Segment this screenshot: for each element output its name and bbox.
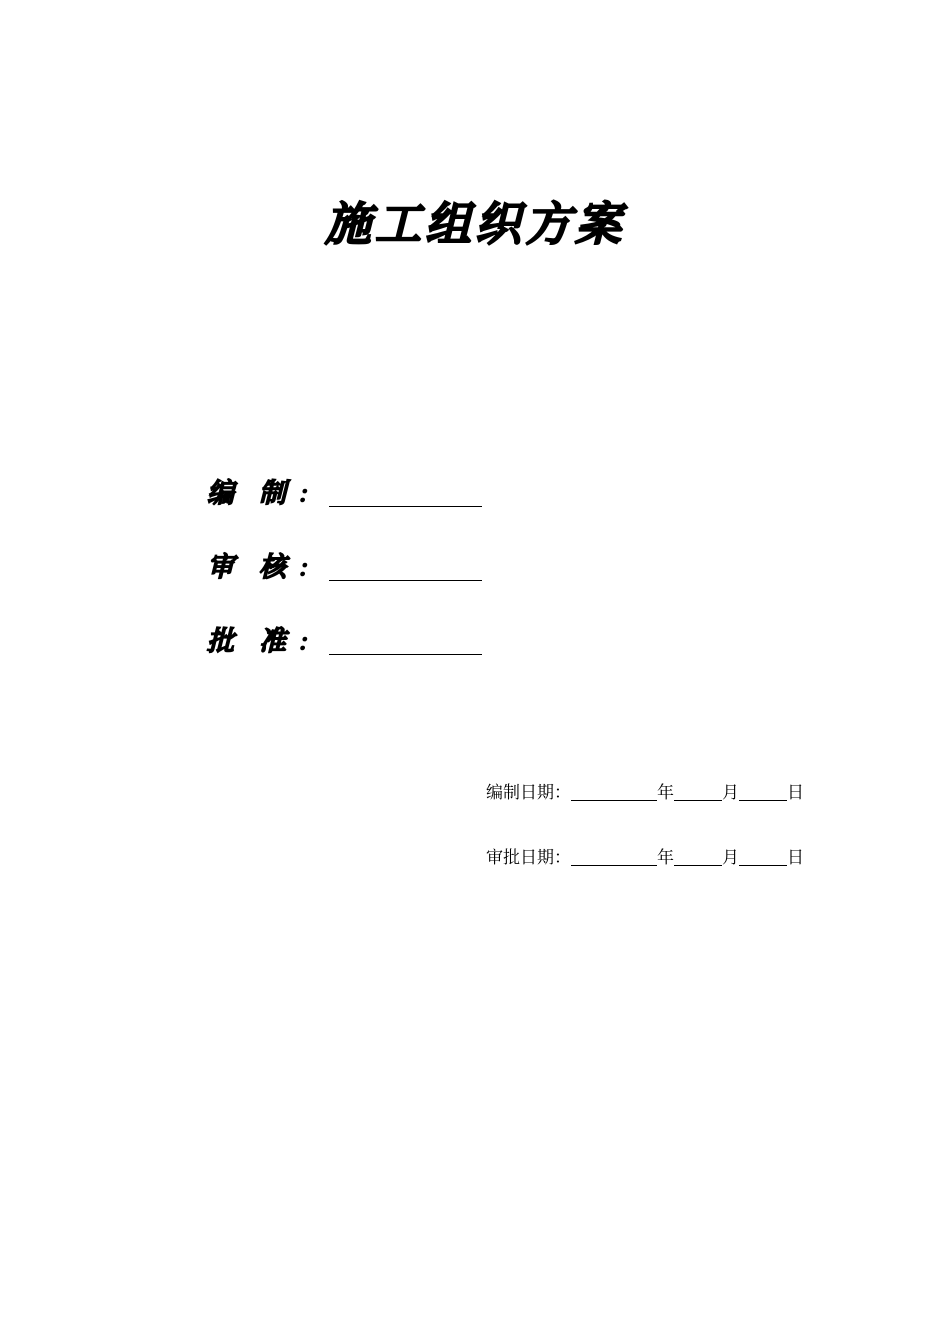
day-blank[interactable] — [739, 864, 787, 866]
signature-label — [207, 622, 325, 663]
month-unit: 月 — [722, 848, 739, 868]
label-char: 核 — [259, 552, 286, 583]
approve-date-label: 审批日期： — [486, 848, 571, 868]
year-blank[interactable] — [571, 864, 657, 866]
month-unit: 月 — [722, 783, 739, 803]
signature-row-reviewer — [207, 549, 482, 589]
month-blank[interactable] — [674, 799, 722, 801]
label-char: 批 — [207, 626, 234, 657]
approve-date-row — [486, 846, 804, 870]
year-blank[interactable] — [571, 799, 657, 801]
compile-date-row — [486, 781, 804, 805]
signature-row-approver — [207, 623, 482, 663]
label-colon: ： — [297, 556, 320, 582]
label-char: 准 — [259, 626, 286, 657]
signature-label — [207, 474, 325, 515]
month-blank[interactable] — [674, 864, 722, 866]
year-unit: 年 — [657, 783, 674, 803]
label-colon: ： — [297, 630, 320, 656]
day-unit: 日 — [787, 783, 804, 803]
label-colon: ： — [297, 482, 320, 508]
compile-date-label: 编制日期： — [486, 783, 571, 803]
label-char: 制 — [259, 478, 286, 509]
label-char: 审 — [207, 552, 234, 583]
signature-blank-line[interactable] — [329, 653, 482, 655]
label-char: 编 — [207, 478, 234, 509]
signature-row-compiler — [207, 475, 482, 515]
signature-label — [207, 548, 325, 589]
year-unit: 年 — [657, 848, 674, 868]
day-blank[interactable] — [739, 799, 787, 801]
document-title: 施工组织方案 — [325, 197, 625, 251]
signature-blank-line[interactable] — [329, 579, 482, 581]
signature-blank-line[interactable] — [329, 505, 482, 507]
day-unit: 日 — [787, 848, 804, 868]
